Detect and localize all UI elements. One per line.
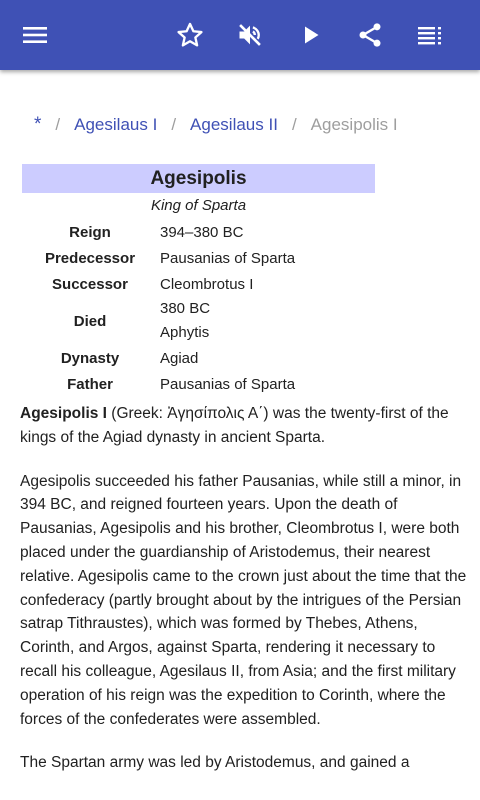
toc-icon: [417, 24, 443, 46]
breadcrumb-separator: /: [55, 115, 61, 134]
breadcrumb-item-agesilaus-i[interactable]: Agesilaus I: [74, 115, 158, 134]
infobox-label: Died: [73, 312, 107, 330]
infobox-value-group: [158, 297, 210, 345]
article-body: [20, 402, 468, 795]
infobox-value: 394–380 BC: [160, 223, 244, 241]
infobox-subtitle: King of Sparta: [150, 197, 247, 214]
infobox-value: 380 BC: [160, 300, 211, 317]
infobox-value-link[interactable]: Cleombrotus I: [160, 275, 254, 293]
mute-button[interactable]: [232, 17, 268, 53]
breadcrumb-root[interactable]: *: [34, 114, 42, 135]
table-of-contents-button[interactable]: [412, 17, 448, 53]
infobox: [22, 164, 375, 397]
app-toolbar: [0, 0, 480, 70]
bookmark-button[interactable]: [172, 17, 208, 53]
infobox-label: Predecessor: [44, 249, 136, 267]
play-icon: [299, 23, 323, 47]
breadcrumb: [34, 113, 398, 137]
play-button[interactable]: [293, 17, 329, 53]
infobox-value-link[interactable]: Aphytis: [160, 324, 210, 341]
infobox-label: Successor: [52, 275, 128, 293]
infobox-label: Reign: [69, 223, 111, 241]
infobox-value-link[interactable]: Pausanias of Sparta: [160, 375, 296, 393]
infobox-row-predecessor: [22, 245, 375, 271]
breadcrumb-separator: /: [171, 115, 177, 134]
infobox-row-successor: [22, 271, 375, 297]
infobox-row-dynasty: [22, 345, 375, 371]
infobox-value-link[interactable]: Pausanias of Sparta: [160, 249, 296, 267]
article-intro-text: (Greek: Ἀγησίπολις Α΄) was the twenty-first of the kings of the Agiad dynasty in ancient Sparta.: [20, 405, 449, 446]
star-icon: [176, 21, 204, 49]
article-paragraph: The Spartan army was led by Aristodemus, and gained a: [20, 754, 410, 772]
mute-icon: [236, 21, 264, 49]
infobox-row-died: [22, 297, 375, 345]
article-paragraph: [20, 402, 468, 450]
menu-icon: [22, 25, 48, 45]
infobox-label: Father: [67, 375, 113, 393]
infobox-value-link[interactable]: Agiad: [160, 349, 199, 367]
article-subject: Agesipolis I: [20, 405, 107, 422]
breadcrumb-separator: /: [291, 115, 297, 134]
infobox-row-reign: [22, 219, 375, 245]
menu-button[interactable]: [17, 17, 53, 53]
breadcrumb-item-agesilaus-ii[interactable]: Agesilaus II: [190, 115, 278, 134]
article-paragraph: Agesipolis succeeded his father Pausanias, while still a minor, in 394 BC, and reigned fourteen years. Upon the death of Pausanias, Agesipolis and his brother, Cleombrotus I, were both placed under the guardianship of Aristodemus, their nearest relative. Agesipolis came to the crown just about the time that the confederacy (partly brought about by the intrigues of the Persian satrap Tithraustes), which was formed by Thebes, Athens, Corinth, and Argos, against Sparta, rendering it necessary to recall his colleague, Agesilaus II, from Asia; and the first military operation of his reign was the expedition to Corinth, where the forces of the confederates were assembled.: [20, 472, 467, 728]
share-button[interactable]: [352, 17, 388, 53]
share-icon: [356, 21, 384, 49]
infobox-title: Agesipolis: [22, 164, 375, 193]
breadcrumb-current: Agesipolis I: [310, 115, 398, 134]
infobox-label: Dynasty: [60, 349, 120, 367]
infobox-row-father: [22, 371, 375, 397]
